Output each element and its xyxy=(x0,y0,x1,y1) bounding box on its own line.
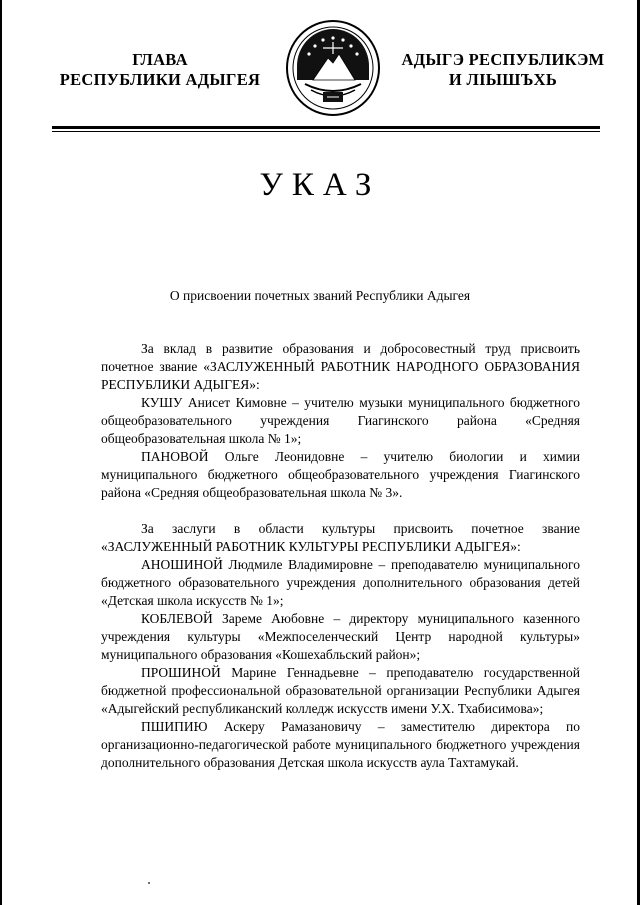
document-title: УКАЗ xyxy=(259,167,381,203)
header-divider-thin xyxy=(52,131,600,132)
paragraph-awardee-kushu: КУШУ Анисет Кимовне – учителю музыки муниципального бюджетного общеобразовательного учреждения Гиагинского района «Средняя общеобразовательная школа № 1»; xyxy=(101,395,580,446)
paragraph-education-intro: За вклад в развитие образования и добросовестный труд присвоить почетное звание «ЗАСЛУЖЕННЫЙ РАБОТНИК НАРОДНОГО ОБРАЗОВАНИЯ РЕСПУБЛИКИ АДЫГЕЯ»: xyxy=(101,341,580,392)
header-right-line1: АДЫГЭ РЕСПУБЛИКЭМ xyxy=(401,50,605,69)
scan-speck xyxy=(148,882,150,884)
paragraph-awardee-kobleva: КОБЛЕВОЙ Зареме Аюбовне – директору муниципального казенного учреждения культуры «Межпоселенческий Центр народной культуры» муниципального образования «Кошехабльский район»; xyxy=(101,611,580,662)
paragraph-awardee-anoshina: АНОШИНОЙ Людмиле Владимировне – преподавателю муниципального бюджетного образовательного учреждения дополнительного образования детей «Детская школа искусств № 1»; xyxy=(101,557,580,608)
header-right-title xyxy=(398,50,608,90)
coat-of-arms-icon xyxy=(283,18,383,118)
paragraph-awardee-proshina: ПРОШИНОЙ Марине Геннадьевне – преподавателю государственной бюджетной профессиональной образовательной организации Республики Адыгея «Адыгейский республиканский колледж искусств имени У.Х. Тхабисимова»; xyxy=(101,665,580,716)
header-left-title xyxy=(40,50,280,90)
scan-border-left xyxy=(0,0,2,905)
paragraph-awardee-pshipiyu: ПШИПИЮ Аскеру Рамазановичу – заместителю директора по организационно-педагогической работе муниципального бюджетного учреждения дополнительного образования Детская школа искусств аула Тахтамукай. xyxy=(101,719,580,770)
header-left-line1: ГЛАВА xyxy=(132,50,188,69)
header-right-line2: И ЛІЫШЪХЬ xyxy=(448,70,558,89)
paragraph-culture-intro: За заслуги в области культуры присвоить почетное звание «ЗАСЛУЖЕННЫЙ РАБОТНИК КУЛЬТУРЫ РЕСПУБЛИКИ АДЫГЕЯ»: xyxy=(101,521,580,554)
header-divider-thick xyxy=(52,126,600,129)
paragraph-awardee-panova: ПАНОВОЙ Ольге Леонидовне – учителю биологии и химии муниципального бюджетного общеобразовательного учреждения Гиагинского района «Средняя общеобразовательная школа № 3». xyxy=(101,449,580,500)
decree-body xyxy=(101,340,580,772)
document-subject: О присвоении почетных званий Республики Адыгея xyxy=(169,288,471,303)
header-left-line2: РЕСПУБЛИКИ АДЫГЕЯ xyxy=(59,70,261,89)
